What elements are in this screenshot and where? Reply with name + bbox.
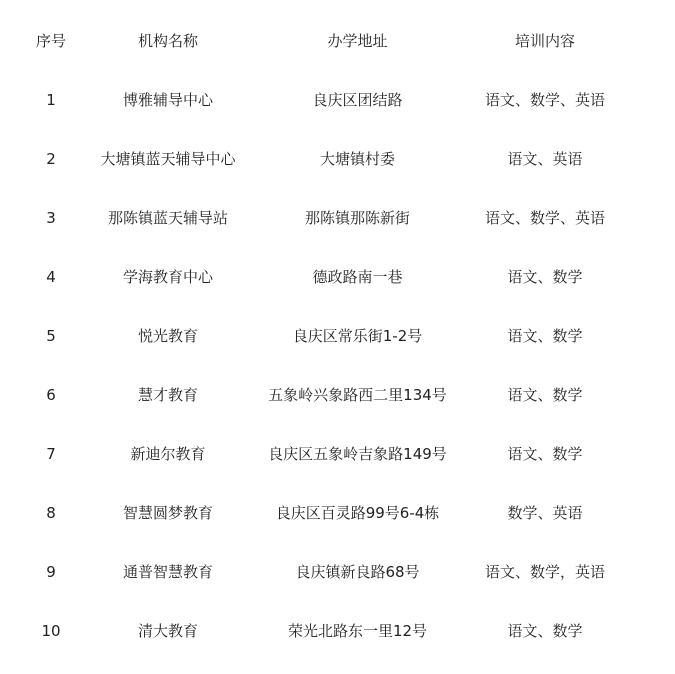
row-address: 良庆镇新良路68号 bbox=[295, 563, 420, 581]
row-address: 德政路南一巷 bbox=[312, 268, 403, 286]
table-row bbox=[0, 130, 675, 189]
row-address: 五象岭兴象路西二里134号 bbox=[268, 386, 447, 404]
row-serial-number: 8 bbox=[46, 504, 56, 522]
row-serial-number: 3 bbox=[46, 209, 56, 227]
row-address: 良庆区常乐街1-2号 bbox=[292, 327, 423, 345]
row-training-content: 语文、数学 bbox=[507, 622, 583, 640]
institution-table bbox=[0, 12, 675, 661]
table-header-row bbox=[0, 12, 675, 71]
table-row bbox=[0, 366, 675, 425]
row-address: 大塘镇村委 bbox=[319, 150, 395, 168]
row-training-content: 语文、数学 bbox=[507, 386, 583, 404]
row-serial-number: 10 bbox=[41, 622, 61, 640]
row-serial-number: 6 bbox=[46, 386, 56, 404]
row-serial-number: 1 bbox=[46, 91, 56, 109]
table-row bbox=[0, 543, 675, 602]
row-training-content: 语文、数学，英语 bbox=[484, 563, 605, 581]
row-serial-number: 9 bbox=[46, 563, 56, 581]
row-institution-name: 博雅辅导中心 bbox=[122, 91, 213, 109]
row-institution-name: 慧才教育 bbox=[137, 386, 198, 404]
table-row bbox=[0, 189, 675, 248]
row-institution-name: 智慧圆梦教育 bbox=[122, 504, 213, 522]
table-row bbox=[0, 425, 675, 484]
table-row bbox=[0, 71, 675, 130]
row-institution-name: 悦光教育 bbox=[137, 327, 198, 345]
header-serial-number: 序号 bbox=[35, 32, 66, 50]
row-address: 良庆区百灵路99号6-4栋 bbox=[275, 504, 440, 522]
header-address: 办学地址 bbox=[327, 32, 388, 50]
table-row bbox=[0, 484, 675, 543]
header-training-content: 培训内容 bbox=[514, 32, 575, 50]
row-address: 良庆区团结路 bbox=[312, 91, 403, 109]
row-address: 良庆区五象岭吉象路149号 bbox=[268, 445, 447, 463]
row-institution-name: 那陈镇蓝天辅导站 bbox=[107, 209, 228, 227]
row-training-content: 语文、数学 bbox=[507, 445, 583, 463]
table-row bbox=[0, 602, 675, 661]
table-row bbox=[0, 307, 675, 366]
row-training-content: 数学、英语 bbox=[507, 504, 583, 522]
row-serial-number: 2 bbox=[46, 150, 56, 168]
row-training-content: 语文、数学 bbox=[507, 327, 583, 345]
row-institution-name: 清大教育 bbox=[137, 622, 198, 640]
row-institution-name: 学海教育中心 bbox=[122, 268, 213, 286]
row-address: 那陈镇那陈新街 bbox=[304, 209, 410, 227]
row-training-content: 语文、英语 bbox=[507, 150, 583, 168]
row-institution-name: 通普智慧教育 bbox=[122, 563, 213, 581]
row-serial-number: 7 bbox=[46, 445, 56, 463]
row-institution-name: 大塘镇蓝天辅导中心 bbox=[100, 150, 236, 168]
row-address: 荣光北路东一里12号 bbox=[287, 622, 428, 640]
row-training-content: 语文、数学 bbox=[507, 268, 583, 286]
row-training-content: 语文、数学、英语 bbox=[484, 91, 605, 109]
table-row bbox=[0, 248, 675, 307]
header-institution-name: 机构名称 bbox=[137, 32, 198, 50]
row-training-content: 语文、数学、英语 bbox=[484, 209, 605, 227]
row-institution-name: 新迪尔教育 bbox=[130, 445, 206, 463]
row-serial-number: 5 bbox=[46, 327, 56, 345]
row-serial-number: 4 bbox=[46, 268, 56, 286]
